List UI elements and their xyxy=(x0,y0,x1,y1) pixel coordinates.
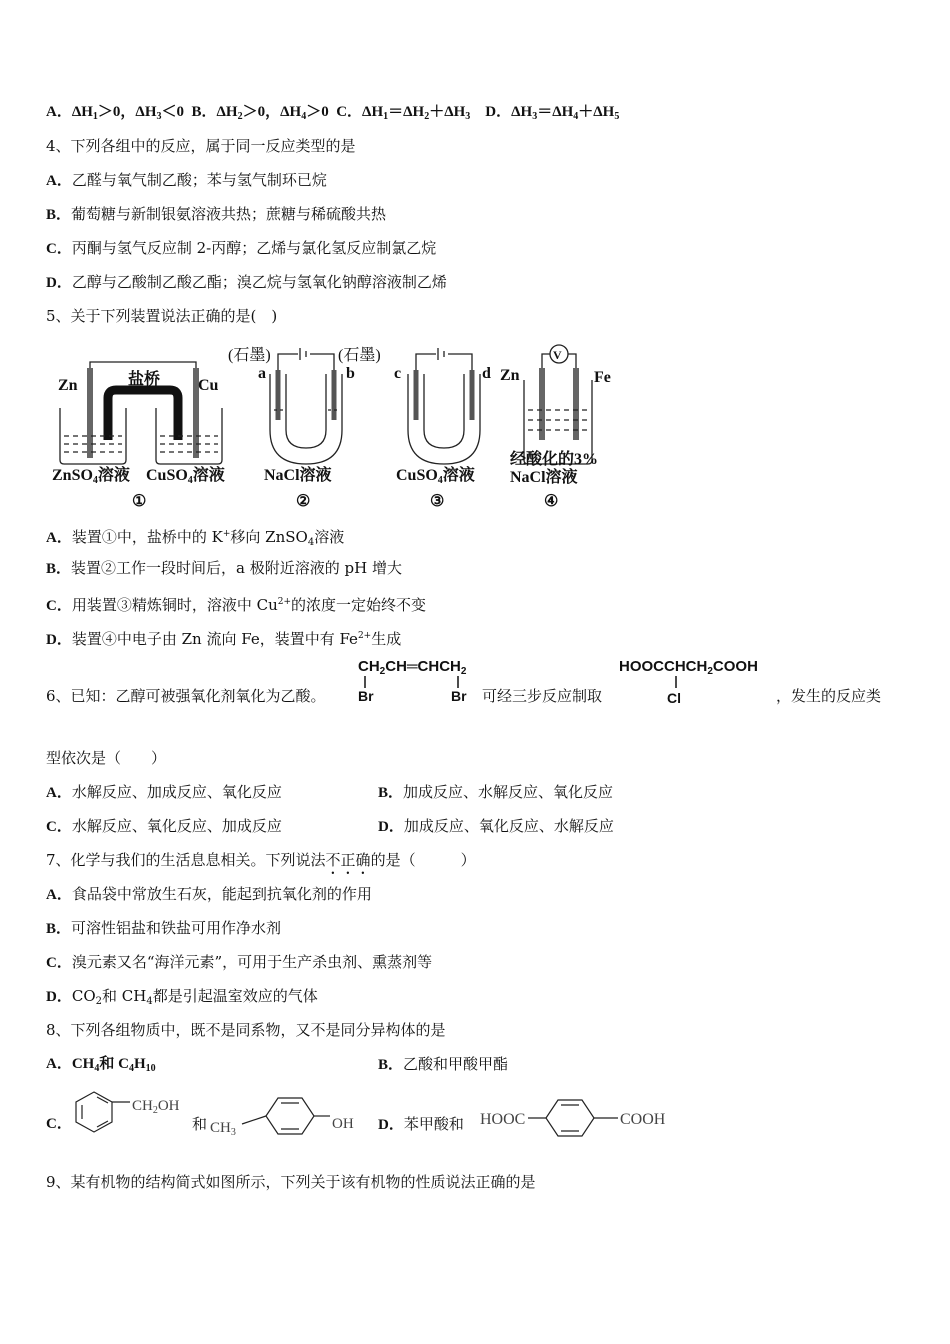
q6-stem-part3: ，发生的反应类 xyxy=(776,687,882,705)
graphite-left-label: (石墨) xyxy=(228,347,271,364)
q3-options: A．$\Delta H_1>0$，$\Delta H_3<0$ B．$\Delta H_2>0$，$\Delta H_4>0$ C．$\Delta H_1=\Delta H_2+\Delta H_3$ D．$\Delta H_3=\Delta H_4+\Delta H_5$ xyxy=(46,104,620,122)
svg-text:CH2OH: $CH_2OH$ xyxy=(132,1098,180,1116)
product-formula: $HOOCCHCH_2COOH$ xyxy=(619,658,758,677)
fe-label: Fe xyxy=(594,369,611,386)
q8-stem: 8、下列各组物质中，既不是同系物，又不是同分异构体的是 xyxy=(46,1021,446,1039)
terephthalic-acid-structure xyxy=(480,1094,676,1142)
reactant-br2: Br xyxy=(451,688,467,704)
q5-option-a: A．装置①中，盐桥中的 K+移向 ZnSO$_4$溶液 xyxy=(46,528,345,548)
q7-option-a: A．食品袋中常放生石灰，能起到抗氧化剂的作用 xyxy=(46,885,372,903)
q6-option-d: D．加成反应、氧化反应、水解反应 xyxy=(378,817,614,835)
electrode-c-label: c xyxy=(394,365,402,382)
reactant-br1: Br xyxy=(358,688,374,704)
svg-text:OH: OH xyxy=(332,1116,354,1132)
nacl-label: NaCl溶液 xyxy=(264,467,332,484)
acidified-label: 经酸化的3% xyxy=(510,451,599,468)
q5-stem: 5、关于下列装置说法正确的是( ) xyxy=(46,307,278,325)
q5-option-c: C．用装置③精炼铜时，溶液中 $Cu^{2+}$的浓度一定始终不变 xyxy=(46,596,427,614)
voltmeter-label: V xyxy=(553,348,562,362)
cuso4-label-3: CuSO4溶液 xyxy=(396,467,475,486)
q4-option-d: D．乙醇与乙酸制乙酸乙酯；溴乙烷与氢氧化钠醇溶液制乙烯 xyxy=(46,273,447,291)
q4-option-c: C．丙酮与氢气反应制 2-丙醇；乙烯与氯化氢反应制氯乙烷 xyxy=(46,239,437,257)
zn-label-4: Zn xyxy=(500,367,520,384)
q4-stem: 4、下列各组中的反应，属于同一反应类型的是 xyxy=(46,137,356,155)
electrode-d-label: d xyxy=(482,365,491,382)
q7-option-d: D．$CO_2$和 $CH_4$都是引起温室效应的气体 xyxy=(46,987,318,1007)
cu-label: Cu xyxy=(198,377,219,394)
p-cresol-structure xyxy=(210,1092,370,1144)
q8-option-d: D．苯甲酸和 xyxy=(378,1115,464,1133)
q7-option-c: C．溴元素又名“海洋元素”，可用于生产杀虫剂、熏蒸剂等 xyxy=(46,953,433,971)
electrode-a-label: a xyxy=(258,365,266,382)
q6-stem-part4: 型依次是（ ） xyxy=(46,749,167,767)
salt-bridge-label: 盐桥 xyxy=(128,371,161,388)
electrode-b-label: b xyxy=(346,365,355,382)
device-1-number: ① xyxy=(132,493,147,510)
product-bond xyxy=(660,676,690,690)
q7-stem: 7、化学与我们的生活息息相关。下列说法不正确的是（ ） xyxy=(46,851,476,869)
znso4-label: ZnSO4溶液 xyxy=(52,467,130,486)
cuso4-label-1: CuSO4溶液 xyxy=(146,467,225,486)
q7-option-b: B．可溶性铝盐和铁盐可用作净水剂 xyxy=(46,919,282,937)
q6-stem-part2: 可经三步反应制取 xyxy=(482,687,603,705)
q8-option-c-label: C． xyxy=(46,1116,72,1132)
q8-option-b: B．乙酸和甲酸甲酯 xyxy=(378,1055,509,1073)
reactant-bonds xyxy=(360,676,470,690)
benzyl-alcohol-structure xyxy=(74,1086,194,1142)
q8-and: 和 xyxy=(192,1115,208,1133)
svg-text:COOH: COOH xyxy=(620,1111,666,1128)
q4-option-b: B．葡萄糖与新制银氨溶液共热；蔗糖与稀硫酸共热 xyxy=(46,205,387,223)
q6-option-a: A．水解反应、加成反应、氧化反应 xyxy=(46,783,282,801)
nacl-label-4: NaCl溶液 xyxy=(510,469,578,486)
q4-option-a: A．乙醛与氧气制乙酸；苯与氢气制环已烷 xyxy=(46,171,327,189)
graphite-right-label: (石墨) xyxy=(338,347,381,364)
device-4-number: ④ xyxy=(544,493,559,510)
q5-apparatus-figure xyxy=(48,340,628,512)
q6-option-c: C．水解反应、氧化反应、加成反应 xyxy=(46,817,282,835)
q5-option-b: B．装置②工作一段时间后，a 极附近溶液的 pH 增大 xyxy=(46,559,402,577)
q5-option-d: D．装置④中电子由 Zn 流向 Fe，装置中有 $Fe^{2+}$生成 xyxy=(46,630,402,648)
svg-text:CH3: $CH_3$ xyxy=(210,1120,236,1138)
zn-label-1: Zn xyxy=(58,377,78,394)
svg-text:HOOC: HOOC xyxy=(480,1111,526,1128)
product-cl: Cl xyxy=(667,690,681,706)
q9-stem: 9、某有机物的结构简式如图所示，下列关于该有机物的性质说法正确的是 xyxy=(46,1173,536,1191)
device-3-number: ③ xyxy=(430,493,445,510)
q8-option-a: A．$CH_4$和 $C_4H_{10}$ xyxy=(46,1056,156,1074)
q6-stem-part1: 6、已知：乙醇可被强氧化剂氧化为乙酸。 xyxy=(46,687,326,705)
q6-option-b: B．加成反应、水解反应、氧化反应 xyxy=(378,783,614,801)
device-2-number: ② xyxy=(296,493,311,510)
reactant-formula: $CH_2CH═CHCH_2$ xyxy=(358,658,467,677)
